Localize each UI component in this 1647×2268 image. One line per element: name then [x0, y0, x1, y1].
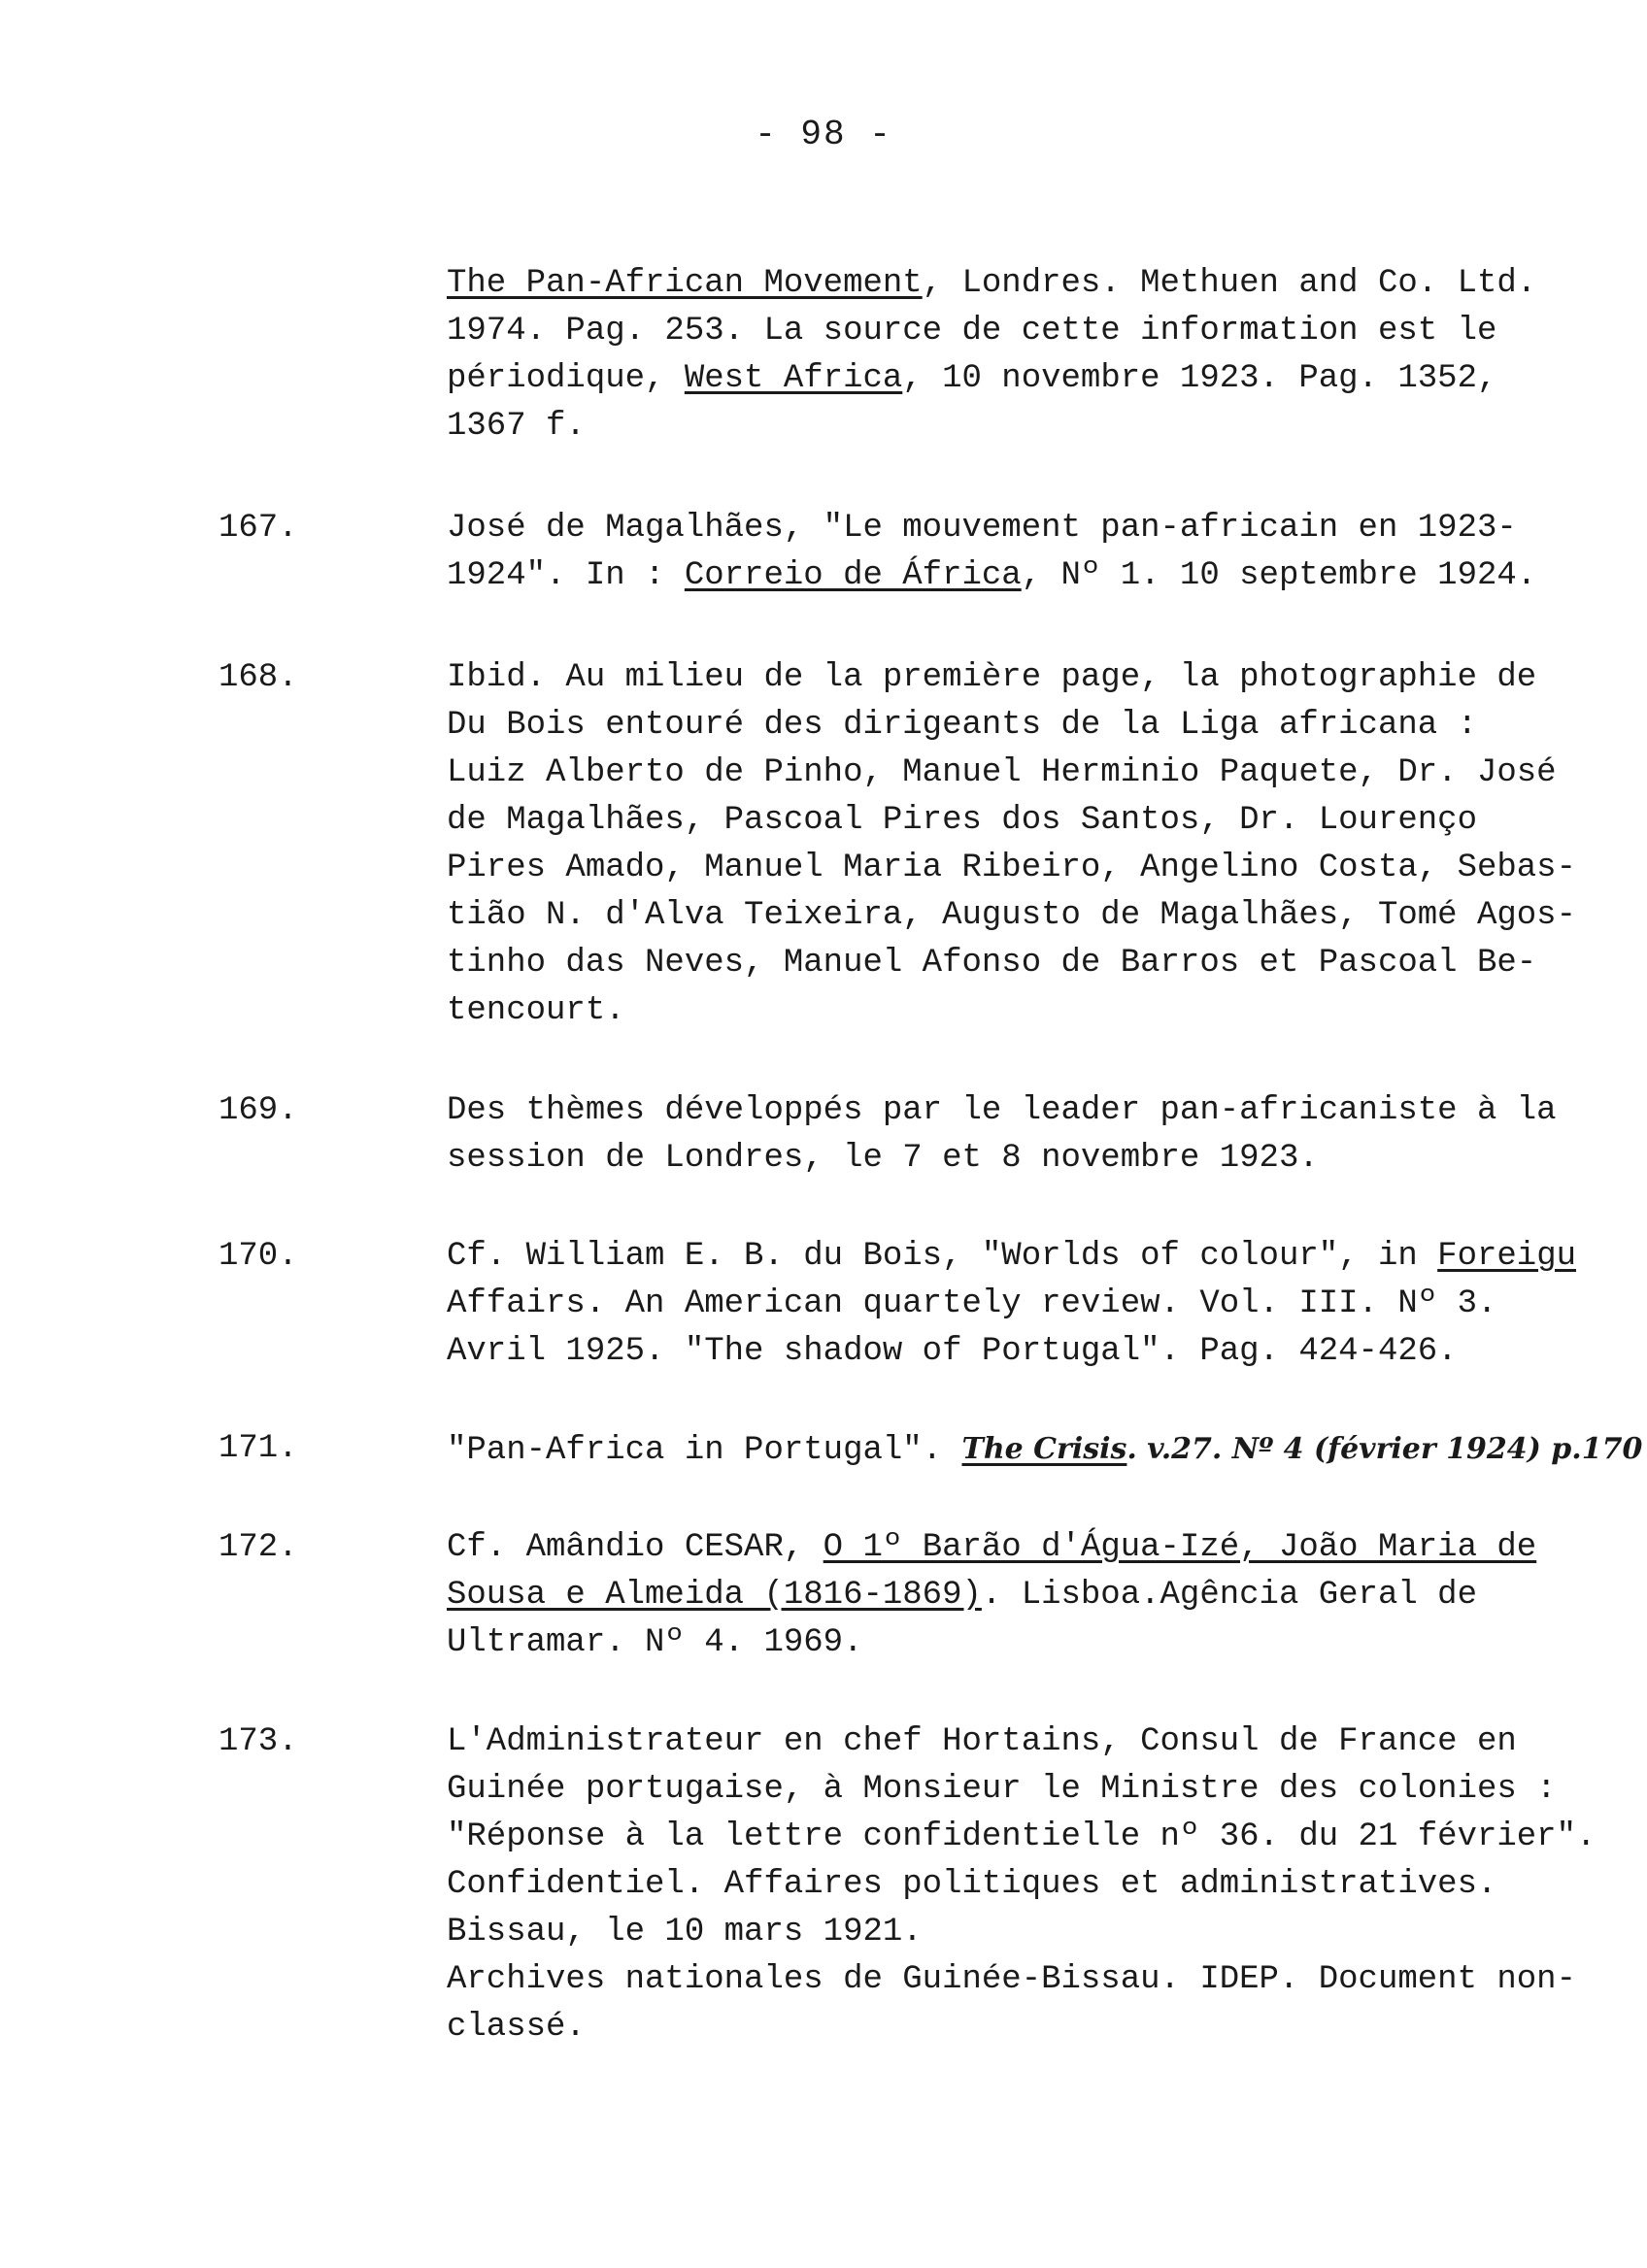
footnote-line: José de Magalhães, "Le mouvement pan-africain en 1923-: [447, 510, 1517, 547]
footnote-text: périodique,: [447, 360, 685, 397]
footnote-text: Cf. William E. B. du Bois, "Worlds of colour", in: [447, 1238, 1438, 1275]
footnote-body: [447, 505, 1593, 600]
footnote-line: classé.: [447, 2009, 586, 2046]
footnote-170: [218, 1233, 1593, 1376]
footnote-text: , Londres. Methuen and Co. Ltd.: [922, 265, 1537, 302]
footnote-line: [447, 1572, 1593, 1619]
footnote-line: [447, 260, 1593, 308]
footnote-169: [218, 1087, 1593, 1183]
footnote-number: 167.: [218, 510, 298, 547]
footnote-text: , Nº 1. 10 septembre 1924.: [1021, 557, 1537, 594]
footnote-body: [447, 1087, 1593, 1183]
footnote-line: L'Administrateur en chef Hortains, Consul de France en: [447, 1723, 1517, 1760]
footnote-text: 1924". In :: [447, 557, 685, 594]
footnote-168: [218, 654, 1593, 1035]
periodical-title: Correio de África: [684, 557, 1022, 594]
footnote-173: [218, 1718, 1597, 2051]
footnote-body: [447, 654, 1593, 1035]
footnote-text: . Lisboa.Agência Geral de: [981, 1577, 1477, 1614]
book-title: Sousa e Almeida (1816-1869): [447, 1577, 982, 1614]
page-number: - 98 -: [755, 115, 892, 154]
footnote-line: Affairs. An American quartely review. Vol. III. Nº 3.: [447, 1285, 1497, 1322]
periodical-title: Foreigu: [1437, 1238, 1576, 1275]
footnote-line: tencourt.: [447, 992, 625, 1029]
footnote-number: 173.: [218, 1723, 298, 1760]
book-title: The Pan-African Movement: [447, 265, 923, 302]
footnote-number: 169.: [218, 1092, 298, 1129]
footnote-line: "Réponse à la lettre confidentielle nº 36. du 21 février".: [447, 1818, 1597, 1855]
footnote-171: [218, 1425, 1643, 1475]
footnote-166-continuation: [330, 260, 1593, 450]
footnote-body: [447, 1425, 1643, 1475]
footnote-number: 168.: [218, 659, 298, 696]
footnote-line: 1367 f.: [447, 408, 586, 445]
footnote-line: Des thèmes développés par le leader pan-africaniste à la: [447, 1092, 1557, 1129]
footnote-body: [447, 1233, 1593, 1376]
footnote-line: [447, 355, 1593, 403]
footnote-line: [447, 1425, 1643, 1475]
footnote-line: 1974. Pag. 253. La source de cette information est le: [447, 313, 1497, 350]
handwritten-annotation: . v.27. Nº 4 (février 1924) p.170: [1126, 1432, 1643, 1466]
footnote-line: Ultramar. Nº 4. 1969.: [447, 1624, 863, 1661]
footnote-line: Confidentiel. Affaires politiques et administratives.: [447, 1866, 1497, 1903]
footnote-number: 172.: [218, 1529, 298, 1566]
footnote-line: [447, 1524, 1593, 1572]
footnote-line: session de Londres, le 7 et 8 novembre 1923.: [447, 1140, 1319, 1177]
book-title: O 1º Barão d'Água-Izé, João Maria de: [823, 1529, 1537, 1566]
footnote-number: 171.: [218, 1430, 298, 1467]
footnote-line: [447, 552, 1593, 600]
footnote-body: [447, 1524, 1593, 1667]
footnote-line: Guinée portugaise, à Monsieur le Ministre des colonies :: [447, 1771, 1557, 1808]
footnote-line: Luiz Alberto de Pinho, Manuel Herminio Paquete, Dr. José: [447, 754, 1557, 791]
footnote-line: Pires Amado, Manuel Maria Ribeiro, Angelino Costa, Sebas-: [447, 850, 1576, 886]
periodical-title: West Africa: [684, 360, 903, 397]
footnote-line: [447, 1233, 1593, 1281]
footnote-number: 170.: [218, 1238, 298, 1275]
footnote-172: [218, 1524, 1593, 1667]
footnote-body: [447, 1718, 1597, 2051]
footnote-text: "Pan-Africa in Portugal".: [447, 1432, 962, 1469]
handwritten-title: The Crisis: [961, 1432, 1127, 1466]
footnote-text: Cf. Amândio CESAR,: [447, 1529, 824, 1566]
footnote-line: Bissau, le 10 mars 1921.: [447, 1914, 923, 1951]
footnote-167: [218, 505, 1593, 600]
footnote-text: , 10 novembre 1923. Pag. 1352,: [902, 360, 1497, 397]
footnote-line: Archives nationales de Guinée-Bissau. IDEP. Document non-: [447, 1961, 1576, 1998]
footnote-line: Ibid. Au milieu de la première page, la photographie de: [447, 659, 1537, 696]
footnote-body: [447, 260, 1593, 450]
footnote-line: Avril 1925. "The shadow of Portugal". Pag. 424-426.: [447, 1333, 1458, 1370]
footnote-line: Du Bois entouré des dirigeants de la Liga africana :: [447, 707, 1477, 744]
footnote-line: de Magalhães, Pascoal Pires dos Santos, Dr. Lourenço: [447, 802, 1477, 839]
footnote-line: tinho das Neves, Manuel Afonso de Barros et Pascoal Be-: [447, 945, 1537, 982]
footnote-line: tião N. d'Alva Teixeira, Augusto de Magalhães, Tomé Agos-: [447, 897, 1576, 934]
